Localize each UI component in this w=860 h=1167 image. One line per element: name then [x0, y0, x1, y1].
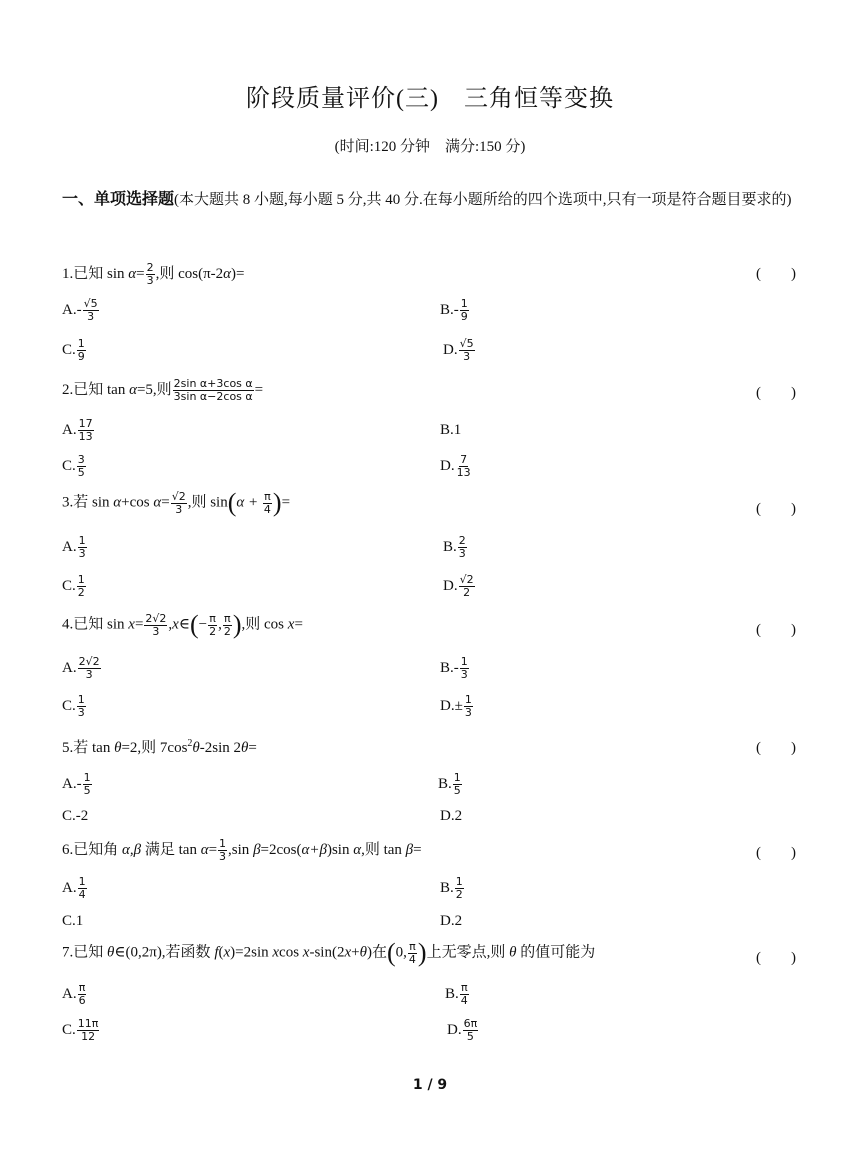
question-4 [62, 612, 303, 638]
fraction-numerator: π [409, 939, 416, 953]
fraction [460, 656, 469, 681]
question-number: 5. [62, 740, 74, 756]
option-d [440, 808, 462, 825]
fraction [78, 535, 87, 560]
fraction [263, 491, 272, 516]
fraction-denominator: 3 [464, 706, 472, 719]
question-7 [62, 940, 595, 966]
fraction [77, 1018, 100, 1043]
option-label: C. [62, 341, 76, 358]
fraction-numerator: 1 [77, 693, 85, 706]
fraction [77, 454, 86, 479]
option-label: C.-2 [62, 808, 89, 824]
fraction-denominator: 2 [77, 586, 85, 599]
option-b [440, 422, 461, 439]
option-a [62, 876, 88, 901]
option-label: A. [62, 538, 77, 555]
option-label: D.± [440, 697, 463, 714]
fraction-numerator: √5 [459, 337, 474, 350]
question-1 [62, 262, 245, 287]
option-label: B. [443, 538, 457, 555]
option-label: C.1 [62, 913, 84, 929]
fraction-denominator: 3 [87, 310, 95, 323]
question-text: ,则 cos(π-2 [155, 266, 224, 282]
option-d [440, 454, 473, 479]
fraction-denominator: 3 [460, 668, 468, 681]
fraction-numerator: 1 [77, 337, 85, 350]
option-c [62, 338, 87, 363]
question-text: ,则 tan [361, 842, 406, 858]
question-text: 若 tan [73, 740, 115, 756]
question-text: 已知 [73, 944, 108, 961]
fraction-denominator: 13 [78, 430, 93, 443]
fraction-numerator: 2√2 [78, 655, 100, 668]
bracket: ( [189, 610, 199, 639]
option-b [438, 772, 463, 797]
fraction [459, 338, 475, 363]
option-d [443, 574, 476, 599]
fraction [78, 982, 87, 1007]
fraction-denominator: 5 [77, 466, 85, 479]
fraction [78, 656, 101, 681]
question-6 [62, 838, 422, 863]
option-label: B.- [440, 301, 459, 318]
question-text: = [161, 494, 170, 511]
question-number: 6. [62, 842, 74, 858]
option-label: B.1 [440, 422, 462, 438]
bracket: ) [232, 610, 242, 639]
fraction-denominator: 13 [456, 466, 471, 479]
question-text: ,则 sin [187, 494, 228, 511]
bracket: ( [227, 488, 237, 517]
question-text: = [254, 382, 264, 398]
question-text: -sin(2 [309, 944, 345, 961]
fraction-denominator: 3 [77, 706, 85, 719]
math-variable: θ [192, 740, 200, 756]
fraction-denominator: 4 [408, 952, 416, 966]
superscript: 2 [187, 738, 193, 749]
math-variable: θ [107, 944, 115, 961]
question-text: ∈ [178, 616, 190, 633]
fraction-numerator: 17 [78, 417, 93, 430]
question-text: 已知角 [73, 842, 123, 858]
option-label: B.- [440, 659, 459, 676]
answer-blank: ( ) [756, 501, 796, 517]
fraction-denominator: 4 [78, 888, 86, 901]
fraction [459, 574, 475, 599]
bracket: ) [272, 488, 282, 517]
section-title: 一、单项选择题 [62, 189, 175, 208]
option-d [440, 694, 474, 719]
fraction-denominator: 2 [455, 888, 463, 901]
option-label: D.2 [440, 913, 463, 929]
fraction-numerator: √5 [83, 297, 98, 310]
fraction [78, 418, 94, 443]
question-text: )sin [326, 842, 354, 858]
fraction-numerator: 2√2 [145, 611, 167, 625]
option-c [62, 574, 87, 599]
math-variable: α [113, 494, 122, 511]
fraction-numerator: 11π [77, 1017, 99, 1030]
fraction [458, 535, 467, 560]
math-variable: x [223, 944, 231, 961]
question-text: cos [279, 944, 303, 961]
option-label: A. [62, 985, 77, 1002]
question-text: = [134, 616, 144, 633]
answer-blank: ( ) [756, 740, 796, 756]
fraction-numerator: 1 [460, 297, 468, 310]
fraction-numerator: 2 [458, 534, 466, 547]
fraction-numerator: 1 [219, 837, 227, 851]
exam-info: (时间:120 分钟 满分:150 分) [334, 139, 526, 155]
fraction [463, 1018, 479, 1043]
fraction-numerator: π [209, 611, 216, 625]
fraction-denominator: 4 [263, 502, 271, 516]
fraction-numerator: π [264, 489, 271, 503]
answer-blank: ( ) [756, 622, 796, 638]
question-text: )= [231, 266, 245, 282]
question-text: , [218, 616, 222, 633]
option-label: A.- [62, 775, 82, 792]
math-variable: β [253, 842, 261, 858]
question-text: ( [218, 944, 224, 961]
question-text: ,则 cos [241, 616, 288, 633]
fraction-denominator: 3 [146, 274, 154, 288]
fraction [77, 574, 86, 599]
option-label: C. [62, 1021, 76, 1038]
question-text: ,sin [228, 842, 254, 858]
fraction-denominator: 5 [453, 784, 461, 797]
math-variable: α [200, 842, 209, 858]
option-b [445, 982, 470, 1007]
option-label: A. [62, 879, 77, 896]
option-label: A. [62, 659, 77, 676]
math-variable: θ [241, 740, 249, 756]
math-variable: α [223, 266, 232, 282]
fraction-denominator: 2 [223, 624, 231, 638]
fraction [208, 613, 217, 638]
option-label: C. [62, 457, 76, 474]
math-variable: x [344, 944, 352, 961]
option-b [440, 298, 470, 323]
question-text: +cos [121, 494, 154, 511]
fraction-denominator: 4 [460, 994, 468, 1007]
math-variable: β [405, 842, 414, 858]
math-variable: x [287, 616, 295, 633]
question-text: = [208, 842, 218, 858]
fraction-denominator: 3 [78, 547, 86, 560]
fraction [144, 613, 167, 638]
math-variable: α [153, 494, 162, 511]
option-b [440, 876, 465, 901]
fraction [218, 838, 227, 863]
option-b [440, 656, 470, 681]
question-number: 2. [62, 382, 74, 398]
section-heading [62, 178, 802, 221]
fraction-denominator: 5 [466, 1030, 474, 1043]
math-variable: x [302, 944, 310, 961]
fraction-denominator: 3 [463, 350, 471, 363]
fraction-numerator: 2 [146, 261, 154, 275]
bracket: ( [386, 938, 396, 967]
question-text: 已知 sin [73, 266, 129, 282]
fraction [460, 298, 469, 323]
page-title: 阶段质量评价(三) 三角恒等变换 [246, 86, 614, 112]
fraction [146, 262, 155, 287]
fraction-denominator: 2 [463, 586, 471, 599]
question-text: 上无零点,则 [426, 944, 510, 961]
fraction-numerator: 2sin α+3cos α [173, 377, 253, 391]
question-text: )=2sin [230, 944, 273, 961]
option-a [62, 298, 100, 323]
option-c [62, 454, 87, 479]
question-text: =2,则 7cos [121, 740, 188, 756]
option-label: B. [440, 879, 454, 896]
option-d [447, 1018, 479, 1043]
fraction [223, 613, 232, 638]
fraction [171, 491, 187, 516]
math-variable: α + [236, 494, 262, 511]
question-2 [62, 378, 263, 403]
answer-blank: ( ) [756, 385, 796, 401]
fraction-denominator: 3 [175, 502, 183, 516]
fraction-denominator: 9 [77, 350, 85, 363]
fraction-denominator: 2 [209, 624, 217, 638]
question-text: -2sin 2 [199, 740, 242, 756]
question-text: 满足 tan [141, 842, 201, 858]
fraction-numerator: 3 [77, 453, 85, 466]
option-a [62, 418, 95, 443]
option-label: A. [62, 421, 77, 438]
option-label: B. [445, 985, 459, 1002]
fraction-numerator: 1 [455, 875, 463, 888]
question-text: ∈(0,2π),若函数 [114, 944, 215, 961]
math-variable: f [214, 944, 219, 961]
fraction-denominator: 9 [460, 310, 468, 323]
fraction-denominator: 6 [78, 994, 86, 1007]
fraction [455, 876, 464, 901]
fraction [464, 694, 473, 719]
option-a [62, 982, 88, 1007]
fraction-numerator: √2 [459, 573, 474, 586]
fraction-denominator: 12 [81, 1030, 96, 1043]
answer-blank: ( ) [756, 845, 796, 861]
fraction [83, 772, 92, 797]
math-variable: x [128, 616, 135, 633]
fraction-numerator: π [224, 611, 231, 625]
question-text: )在 [366, 944, 387, 961]
fraction [456, 454, 472, 479]
page-number: 1 / 9 [412, 1077, 448, 1093]
fraction [173, 378, 254, 403]
fraction [453, 772, 462, 797]
option-b [443, 535, 468, 560]
option-a [62, 535, 88, 560]
option-c [62, 913, 83, 930]
question-text: 0, [395, 944, 407, 961]
option-label: D. [440, 457, 455, 474]
section-instructions: (本大题共 8 小题,每小题 5 分,共 40 分.在每小题所给的四个选项中,只有一项是符合题目要求的) [174, 192, 792, 208]
math-variable: θ [114, 740, 122, 756]
fraction-denominator: 3 [152, 624, 160, 638]
bracket: ) [417, 938, 427, 967]
math-variable: α [129, 382, 137, 398]
option-d [443, 338, 476, 363]
fraction-numerator: 1 [460, 655, 468, 668]
option-a [62, 772, 93, 797]
option-label: B. [438, 775, 452, 792]
fraction-denominator: 5 [83, 784, 91, 797]
fraction-numerator: 1 [77, 573, 85, 586]
math-variable: α [128, 266, 137, 282]
option-c [62, 808, 88, 825]
option-a [62, 656, 102, 681]
fraction-numerator: π [460, 981, 468, 994]
fraction-numerator: 1 [453, 771, 461, 784]
question-text: 若 sin [73, 494, 114, 511]
fraction-denominator: 3 [85, 668, 93, 681]
question-number: 1. [62, 266, 74, 282]
question-text: = [281, 494, 291, 511]
fraction-denominator: 3 [458, 547, 466, 560]
fraction-numerator: 1 [83, 771, 91, 784]
fraction-numerator: 7 [460, 453, 468, 466]
fraction [78, 876, 87, 901]
question-text: = [136, 266, 145, 282]
option-label: D. [447, 1021, 462, 1038]
question-text: 的值可能为 [516, 944, 596, 961]
fraction-numerator: 6π [463, 1017, 478, 1030]
fraction-denominator: 3 [219, 850, 227, 864]
math-variable: x [272, 944, 280, 961]
math-variable: α [353, 842, 362, 858]
question-text: + [351, 944, 360, 961]
fraction [83, 298, 99, 323]
fraction-numerator: π [78, 981, 86, 994]
option-label: D.2 [440, 808, 463, 824]
question-text: , [168, 616, 173, 633]
option-c [62, 1018, 100, 1043]
fraction [408, 941, 417, 966]
answer-blank: ( ) [756, 950, 796, 966]
answer-blank: ( ) [756, 266, 796, 282]
fraction-numerator: 1 [78, 534, 86, 547]
fraction [77, 694, 86, 719]
fraction-numerator: 1 [464, 693, 472, 706]
question-3 [62, 490, 290, 516]
option-label: D. [443, 577, 458, 594]
question-text: 已知 tan [73, 382, 130, 398]
question-text: =5,则 [136, 382, 172, 398]
math-variable: θ [359, 944, 367, 961]
question-5 [62, 736, 257, 757]
question-number: 4. [62, 616, 74, 633]
option-c [62, 694, 87, 719]
fraction-denominator: 3sin α−2cos α [173, 390, 253, 404]
option-label: D. [443, 341, 458, 358]
fraction-numerator: 1 [78, 875, 86, 888]
fraction [77, 338, 86, 363]
math-variable: α+β [301, 842, 327, 858]
option-d [440, 913, 462, 930]
question-text: = [294, 616, 303, 633]
option-label: C. [62, 577, 76, 594]
question-number: 3. [62, 494, 74, 511]
math-variable: α,β [122, 842, 142, 858]
question-text: = [248, 740, 257, 756]
math-variable: x [172, 616, 179, 633]
fraction [460, 982, 469, 1007]
math-variable: θ [509, 944, 517, 961]
question-text: = [413, 842, 422, 858]
option-label: C. [62, 697, 76, 714]
question-text: 已知 sin [73, 616, 129, 633]
option-label: A.- [62, 301, 82, 318]
question-number: 7. [62, 944, 74, 961]
question-text: =2cos( [260, 842, 302, 858]
fraction-numerator: √2 [171, 489, 186, 503]
question-text: − [198, 616, 208, 633]
